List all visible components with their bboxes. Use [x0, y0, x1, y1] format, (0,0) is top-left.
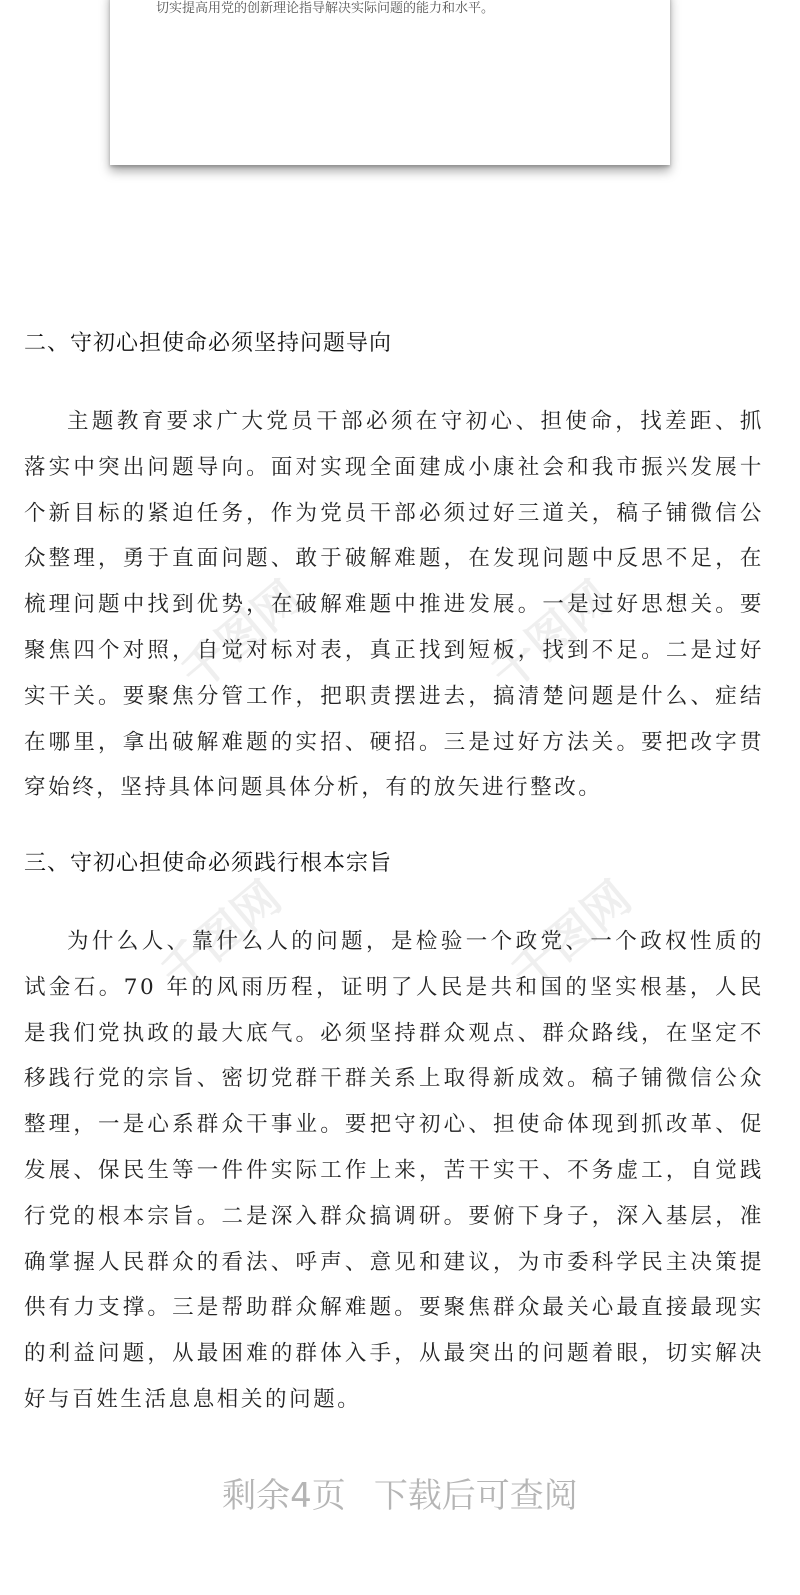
section-heading-2: 二、守初心担使命必须坚持问题导向: [24, 331, 393, 356]
previous-page-preview: [110, 0, 670, 165]
section-paragraph-2: 主题教育要求广大党员干部必须在守初心、担使命，找差距、抓落实中突出问题导向。面对实现全面建成小康社会和我市振兴发展十个新目标的紧迫任务，作为党员干部必须过好三道关，稿子铺微信公众整理，勇于直面问题、敢于破解难题，在发现问题中反思不足，在梳理问题中找到优势，在破解难题中推进发展。一是过好思想关。要聚焦四个对照，自觉对标对表，真正找到短板，找到不足。二是过好实干关。要聚焦分管工作，把职责摆进去，搞清楚问题是什么、症结在哪里，拿出破解难题的实招、硬招。三是过好方法关。要把改字贯穿始终，坚持具体问题具体分析，有的放矢进行整改。: [24, 409, 764, 801]
download-prompt[interactable]: [0, 1468, 800, 1517]
preview-tail-text: 切实提高用党的创新理论指导解决实际问题的能力和水平。: [156, 1, 495, 16]
section-heading-3: 三、守初心担使命必须践行根本宗旨: [24, 851, 393, 876]
watermark-logo: 千图网: [170, 570, 312, 701]
remaining-pages-label: 剩余4页: [222, 1476, 346, 1516]
download-hint-label: 下载后可查阅: [373, 1476, 578, 1516]
section-paragraph-3: 为什么人、靠什么人的问题，是检验一个政党、一个政权性质的试金石。70 年的风雨历程，证明了人民是共和国的坚实根基，人民是我们党执政的最大底气。必须坚持群众观点、群众路线，在坚定不移践行党的宗旨、密切党群干群关系上取得新成效。稿子铺微信公众整理，一是心系群众干事业。要把守初心、担使命体现到抓改革、促发展、保民生等一件件实际工作上来，苦干实干、不务虚工，自觉践行党的根本宗旨。二是深入群众搞调研。要俯下身子，深入基层，准确掌握人民群众的看法、呼声、意见和建议，为市委科学民主决策提供有力支撑。三是帮助群众解难题。要聚焦群众最关心最直接最现实的利益问题，从最困难的群体入手，从最突出的问题着眼，切实解决好与百姓生活息息相关的问题。: [24, 929, 764, 1412]
watermark-logo: 千图网: [150, 870, 292, 1001]
watermark-logo: 千图网: [480, 570, 622, 701]
watermark-logo: 千图网: [500, 870, 642, 1001]
